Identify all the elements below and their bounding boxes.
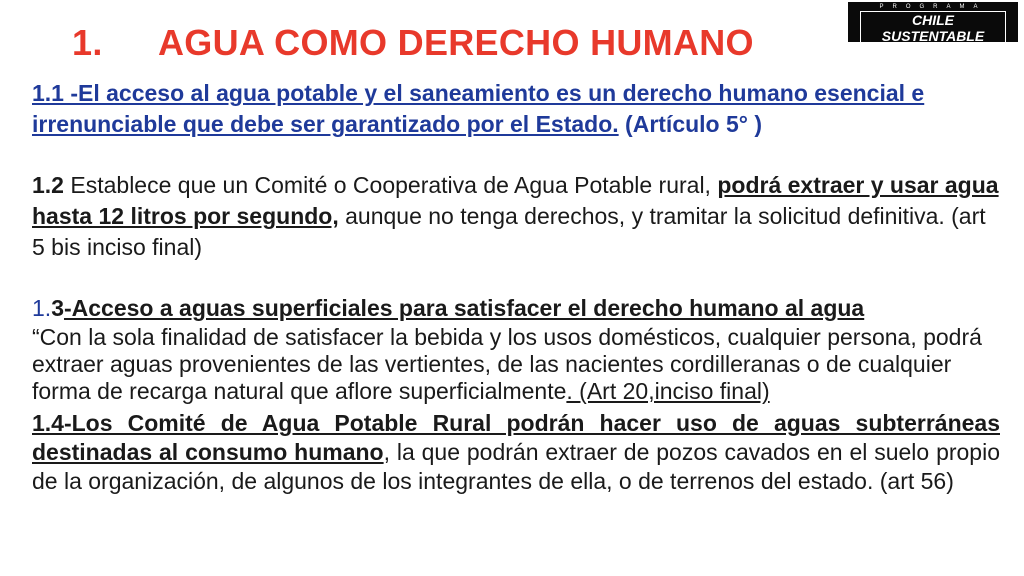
section-1-1-ref: (Artículo 5° ) bbox=[618, 111, 763, 137]
section-1-1-main: 1.1 -El acceso al agua potable y el saneamiento es un derecho humano esencial e irrenunciable que debe ser garantizado por el Estado. bbox=[32, 80, 925, 137]
section-1-3-quote-text: “Con la sola finalidad de satisfacer la bebida y los usos domésticos, cualquier persona, podrá extraer aguas provenientes de las vertientes, de las nacientes cordilleranas o de cualquier forma de recarga natural que aflore superficialmente bbox=[32, 324, 982, 404]
section-1-2-highlight: podrá extraer y usar agua hasta 12 litros por segundo, bbox=[32, 172, 999, 229]
section-1-4 bbox=[32, 409, 1000, 496]
logo-sub-text: Propuesta Ciudadana para el Cambio bbox=[866, 46, 1000, 55]
page-title bbox=[72, 22, 754, 64]
section-1-4-text: , la que podrán extraer de pozos cavados en el suelo propio de la organización, de algunos de los integrantes de ella, o de terrenos del estado. (art 56) bbox=[32, 439, 1000, 494]
section-1-3-quote bbox=[32, 324, 1000, 405]
section-1-3-number-a: 1. bbox=[32, 295, 52, 321]
section-1-3-heading bbox=[32, 293, 1000, 324]
logo-main-text: CHILE SUSTENTABLE bbox=[860, 11, 1006, 45]
section-1-4-main: 1.4-Los Comité de Agua Potable Rural podrán hacer uso de aguas subterráneas destinadas al consumo humano bbox=[32, 410, 1000, 465]
slide-body bbox=[32, 78, 1000, 496]
spacer bbox=[32, 263, 1000, 293]
chile-sustentable-logo bbox=[848, 2, 1018, 55]
section-1-2 bbox=[32, 170, 1000, 263]
title-text: AGUA COMO DERECHO HUMANO bbox=[158, 22, 754, 63]
title-number: 1. bbox=[72, 22, 103, 63]
section-1-3-ref: . (Art 20,inciso final) bbox=[566, 378, 770, 404]
section-1-1 bbox=[32, 78, 1000, 140]
section-1-3-number-b: 3 bbox=[51, 295, 64, 321]
section-1-2-number: 1.2 bbox=[32, 172, 64, 198]
logo-top-text: PROGRAMA bbox=[879, 4, 987, 10]
section-1-2-text-b: aunque no tenga derechos, y tramitar la solicitud definitiva. (art 5 bis inciso final) bbox=[32, 203, 986, 260]
section-1-2-text-a: Establece que un Comité o Cooperativa de Agua Potable rural, bbox=[63, 172, 718, 198]
spacer bbox=[32, 140, 1000, 170]
section-1-3-title: -Acceso a aguas superficiales para satisfacer el derecho humano al agua bbox=[63, 295, 865, 321]
